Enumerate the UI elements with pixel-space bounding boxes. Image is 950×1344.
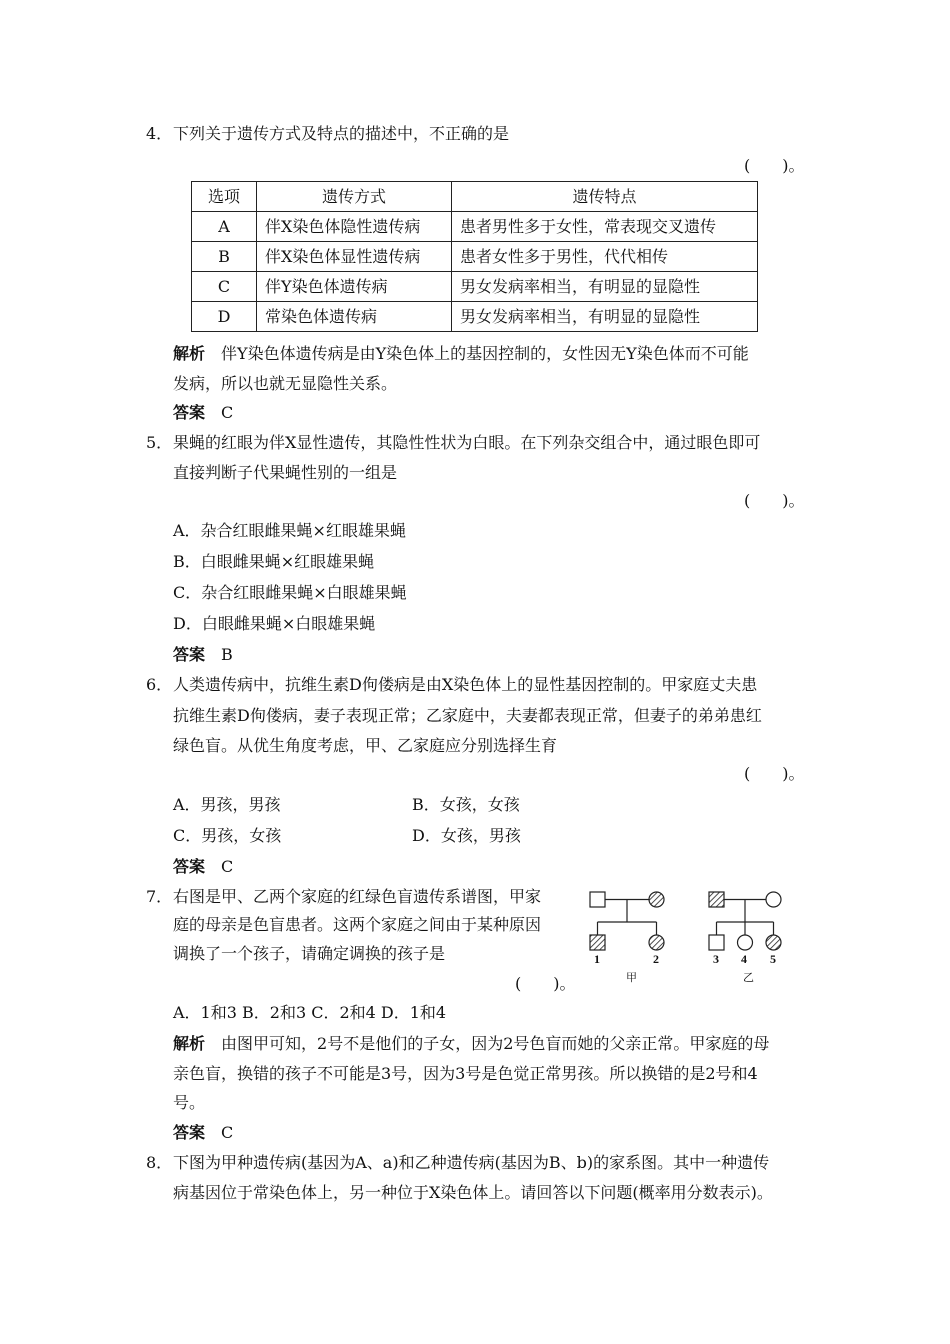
table-cell: 常染色体遗传病: [257, 302, 452, 332]
q8-stem-line2: 病基因位于常染色体上，另一种位于X染色体上。请回答以下问题(概率用分数表示)。: [173, 1183, 773, 1202]
table-header: 遗传特点: [452, 182, 758, 212]
analysis-label: 解析: [173, 344, 206, 363]
table-cell: 患者男性多于女性，常表现交叉遗传: [452, 212, 758, 242]
table-cell: 伴X染色体隐性遗传病: [257, 212, 452, 242]
child-number-label: 3: [713, 952, 719, 966]
table-row: [192, 212, 758, 242]
q6-stem-line3: 绿色盲。从优生角度考虑，甲、乙家庭应分别选择生育: [173, 736, 558, 755]
q4-analysis-line1: [173, 343, 749, 365]
child-3-normal-male-symbol: [709, 935, 724, 950]
q6-answer-bracket: ( )。: [744, 764, 805, 783]
q7-analysis-line1: [173, 1033, 769, 1055]
q4-answer-bracket: ( )。: [744, 156, 805, 175]
analysis-text: 伴Y染色体遗传病是由Y染色体上的基因控制的，女性因无Y染色体而不可能: [221, 344, 749, 363]
q5-stem-line2: 直接判断子代果蝇性别的一组是: [173, 463, 398, 482]
q4-stem: 下列关于遗传方式及特点的描述中，不正确的是: [173, 124, 510, 143]
mother-affected-symbol: [649, 892, 664, 907]
q5-option-d: D．白眼雌果蝇×白眼雄果蝇: [173, 614, 376, 633]
q7-options: A．1和3 B．2和3 C．2和4 D．1和4: [173, 1003, 447, 1022]
pedigree-figure: [584, 880, 804, 990]
table-cell: A: [192, 212, 257, 242]
child-number-label: 5: [770, 952, 776, 966]
table-cell: 伴X染色体显性遗传病: [257, 242, 452, 272]
answer-label: 答案: [173, 857, 206, 876]
mother-normal-symbol: [766, 892, 781, 907]
q7-stem-line1: 右图是甲、乙两个家庭的红绿色盲遗传系谱图，甲家: [173, 887, 542, 906]
table-row: [192, 302, 758, 332]
table-cell: D: [192, 302, 257, 332]
q6-option-c: C．男孩，女孩: [173, 826, 282, 845]
q7-analysis-line3: 号。: [173, 1093, 206, 1112]
father-affected-symbol: [709, 892, 724, 907]
father-normal-symbol: [590, 892, 605, 907]
q6-option-b: B．女孩，女孩: [412, 795, 520, 814]
q7-stem-line3: 调换了一个孩子，请确定调换的孩子是: [173, 944, 446, 963]
q4-table: [191, 181, 758, 332]
q5-answer-bracket: ( )。: [744, 491, 805, 510]
q5-number: 5．: [146, 433, 173, 452]
table-row: [192, 242, 758, 272]
table-row: [192, 272, 758, 302]
q7-answer: [173, 1122, 233, 1144]
q4-number: 4．: [146, 124, 173, 143]
child-4-normal-female-symbol: [738, 935, 753, 950]
q7-stem-line2: 庭的母亲是色盲患者。这两个家庭之间由于某种原因: [173, 915, 542, 934]
q6-option-a: A．男孩，男孩: [173, 795, 281, 814]
answer-label: 答案: [173, 1123, 206, 1142]
family-a-pedigree: [590, 892, 664, 950]
q8-stem-line1: 下图为甲种遗传病(基因为A、a)和乙种遗传病(基因为B、b)的家系图。其中一种遗传: [173, 1153, 770, 1172]
q7-number: 7．: [146, 887, 173, 906]
table-cell: 男女发病率相当，有明显的显隐性: [452, 302, 758, 332]
child-1-affected-male-symbol: [590, 935, 605, 950]
q6-answer: [173, 856, 233, 878]
family-b-label: 乙: [743, 971, 754, 984]
q6-stem-line1: 人类遗传病中，抗维生素D佝偻病是由X染色体上的显性基因控制的。甲家庭丈夫患: [173, 675, 758, 694]
q5-stem-line1: 果蝇的红眼为伴X显性遗传，其隐性性状为白眼。在下列杂交组合中，通过眼色即可: [173, 433, 761, 452]
q5-option-c: C．杂合红眼雌果蝇×白眼雄果蝇: [173, 583, 407, 602]
table-header-row: [192, 182, 758, 212]
table-cell: 男女发病率相当，有明显的显隐性: [452, 272, 758, 302]
answer-value: B: [221, 645, 233, 664]
child-number-label: 1: [594, 952, 600, 966]
answer-label: 答案: [173, 645, 206, 664]
table-cell: 患者女性多于男性，代代相传: [452, 242, 758, 272]
table-cell: 伴Y染色体遗传病: [257, 272, 452, 302]
answer-value: C: [221, 857, 234, 876]
q5-option-a: A．杂合红眼雌果蝇×红眼雄果蝇: [173, 521, 406, 540]
table-header: 选项: [192, 182, 257, 212]
child-2-affected-female-symbol: [649, 935, 664, 950]
q6-option-d: D．女孩，男孩: [412, 826, 521, 845]
q7-analysis-line2: 亲色盲，换错的孩子不可能是3号，因为3号是色觉正常男孩。所以换错的是2号和4: [173, 1064, 758, 1083]
answer-value: C: [221, 403, 234, 422]
family-a-label: 甲: [626, 971, 637, 984]
child-number-label: 4: [741, 952, 747, 966]
analysis-label: 解析: [173, 1034, 206, 1053]
table-cell: C: [192, 272, 257, 302]
answer-value: C: [221, 1123, 234, 1142]
analysis-text: 由图甲可知，2号不是他们的子女，因为2号色盲而她的父亲正常。甲家庭的母: [221, 1034, 770, 1053]
q5-answer: [173, 644, 233, 666]
table-cell: B: [192, 242, 257, 272]
q6-number: 6．: [146, 675, 173, 694]
answer-label: 答案: [173, 403, 206, 422]
q8-number: 8．: [146, 1153, 173, 1172]
table-header: 遗传方式: [257, 182, 452, 212]
q6-stem-line2: 抗维生素D佝偻病，妻子表现正常；乙家庭中，夫妻都表现正常，但妻子的弟弟患红: [173, 706, 762, 725]
q4-answer: [173, 402, 233, 424]
child-5-affected-female-symbol: [766, 935, 781, 950]
family-b-pedigree: [709, 892, 781, 950]
q7-answer-bracket: ( )。: [515, 974, 576, 993]
q5-option-b: B．白眼雌果蝇×红眼雄果蝇: [173, 552, 375, 571]
q4-analysis-line2: 发病，所以也就无显隐性关系。: [173, 374, 398, 393]
child-number-label: 2: [653, 952, 659, 966]
